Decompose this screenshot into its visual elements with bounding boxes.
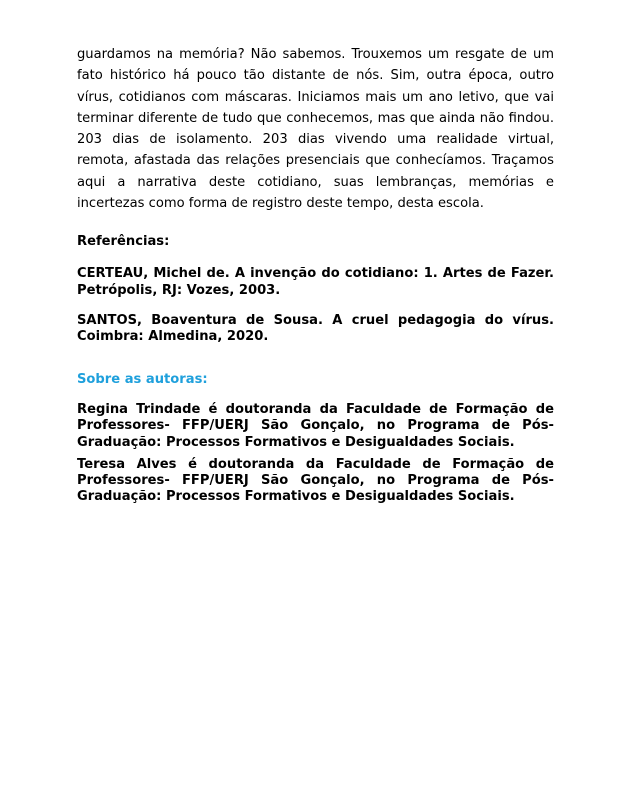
author-bio: Teresa Alves é doutoranda da Faculdade de Formação de Professores- FFP/UERJ São Gonçalo, no Programa de Pós-Graduação: Processos Formativos e Desigualdades Sociais. — [77, 456, 554, 505]
body-paragraph: guardamos na memória? Não sabemos. Trouxemos um resgate de um fato histórico há pouco tão distante de nós. Sim, outra época, outro vírus, cotidianos com máscaras. Iniciamos mais um ano letivo, que vai terminar diferente de tudo que conhecemos, mas que ainda não findou. 203 dias de isolamento. 203 dias vivendo uma realidade virtual, remota, afastada das relações presenciais que conhecíamos. Traçamos aqui a narrativa deste cotidiano, suas lembranças, memórias e incertezas como forma de registro deste tempo, desta escola. — [77, 47, 554, 212]
references-heading: Referências: — [77, 234, 170, 250]
reference-item: CERTEAU, Michel de. A invenção do cotidiano: 1. Artes de Fazer. Petrópolis, RJ: Vozes, 2003. — [77, 266, 554, 298]
reference-item: SANTOS, Boaventura de Sousa. A cruel pedagogia do vírus. Coimbra: Almedina, 2020. — [77, 312, 554, 344]
authors-heading: Sobre as autoras: — [77, 372, 208, 388]
author-bio: Regina Trindade é doutoranda da Faculdade de Formação de Professores- FFP/UERJ São Gonçalo, no Programa de Pós-Graduação: Processos Formativos e Desigualdades Sociais. — [77, 402, 554, 450]
document-page — [77, 44, 554, 505]
